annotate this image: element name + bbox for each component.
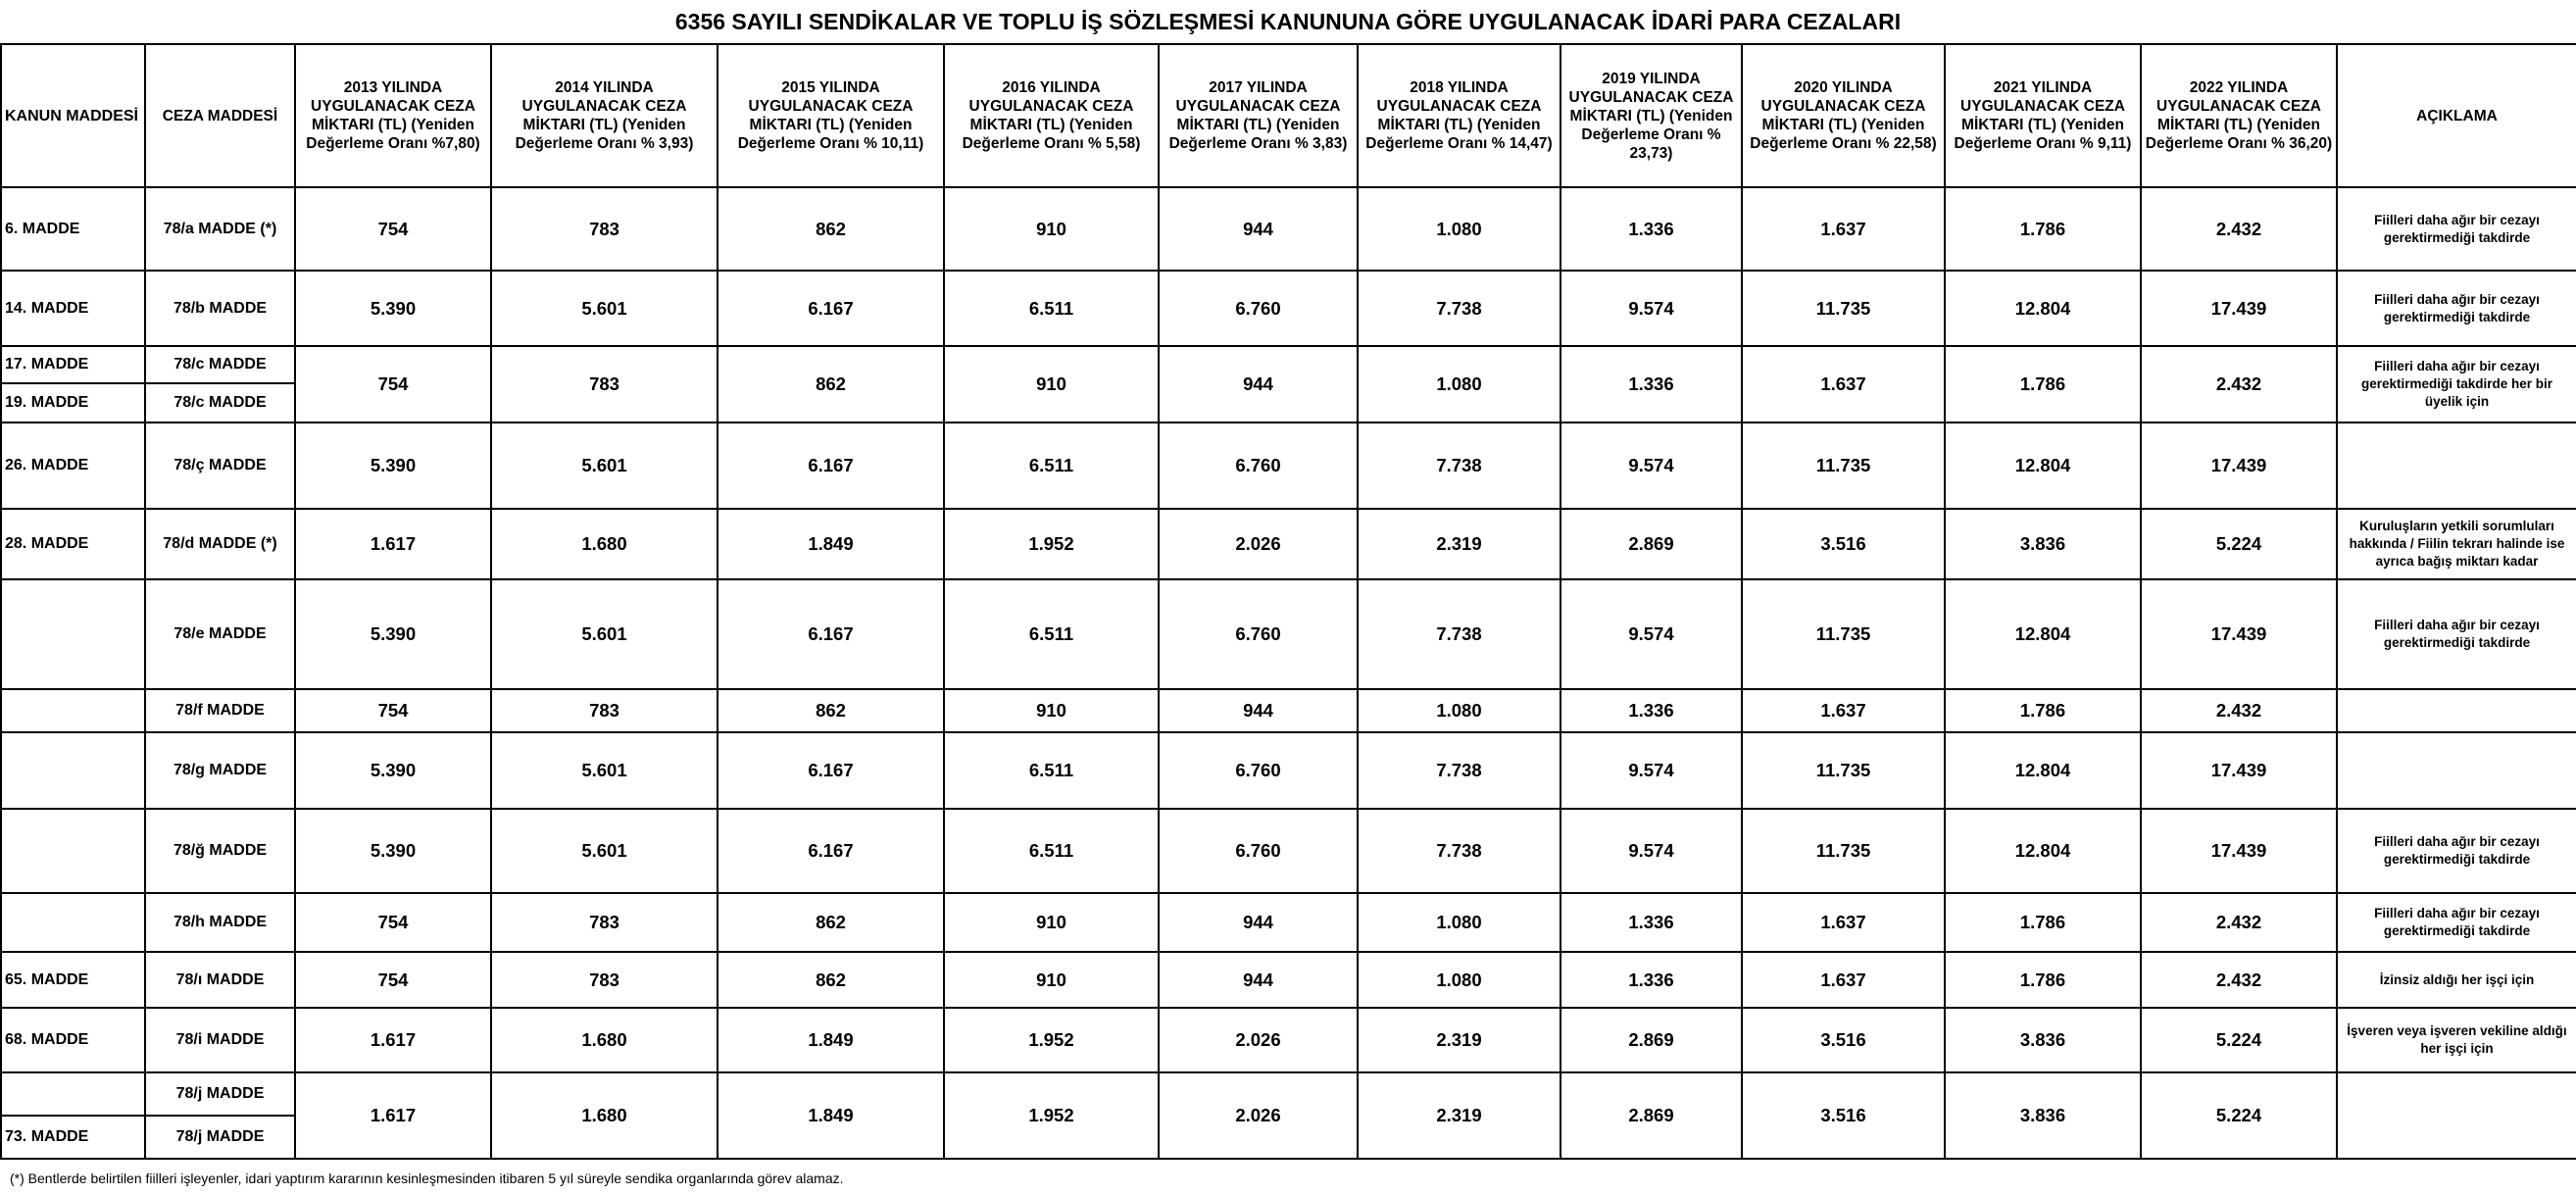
value-2016: 910 [944,952,1159,1008]
ceza-cell: 78/d MADDE (*) [145,509,295,579]
value-2022: 2.432 [2141,187,2337,271]
value-2014: 1.680 [491,1072,718,1159]
table-row [1,1072,2576,1116]
value-2019: 9.574 [1560,579,1742,689]
ceza-cell: 78/a MADDE (*) [145,187,295,271]
value-2016: 910 [944,346,1159,423]
value-2017: 6.760 [1159,423,1358,509]
aciklama-cell: Fiilleri daha ağır bir cezayı gerektirmediği takdirde [2337,579,2576,689]
value-2013: 5.390 [295,423,491,509]
kanun-cell: 73. MADDE [1,1116,145,1159]
aciklama-cell [2337,732,2576,809]
value-2014: 5.601 [491,423,718,509]
value-2019: 1.336 [1560,952,1742,1008]
value-2022: 17.439 [2141,423,2337,509]
value-2020: 3.516 [1742,1072,1945,1159]
ceza-cell: 78/e MADDE [145,579,295,689]
value-2021: 12.804 [1945,809,2141,893]
value-2020: 1.637 [1742,893,1945,952]
table-row [1,689,2576,732]
value-2015: 1.849 [718,1072,944,1159]
value-2021: 1.786 [1945,346,2141,423]
value-2020: 1.637 [1742,689,1945,732]
value-2013: 5.390 [295,271,491,346]
table-row [1,893,2576,952]
value-2015: 862 [718,346,944,423]
value-2021: 12.804 [1945,423,2141,509]
value-2019: 9.574 [1560,732,1742,809]
kanun-cell [1,809,145,893]
value-2015: 862 [718,893,944,952]
value-2015: 6.167 [718,271,944,346]
value-2016: 6.511 [944,579,1159,689]
value-2015: 862 [718,187,944,271]
header-2020: 2020 YILINDA UYGULANACAK CEZA MİKTARI (TL) (Yeniden Değerleme Oranı % 22,58) [1742,44,1945,187]
aciklama-cell: İzinsiz aldığı her işçi için [2337,952,2576,1008]
value-2015: 862 [718,952,944,1008]
header-row [1,44,2576,187]
value-2018: 1.080 [1358,952,1560,1008]
value-2017: 6.760 [1159,809,1358,893]
ceza-cell: 78/ç MADDE [145,423,295,509]
value-2013: 754 [295,952,491,1008]
aciklama-cell: İşveren veya işveren vekiline aldığı her işçi için [2337,1008,2576,1072]
kanun-cell [1,579,145,689]
table-row [1,187,2576,271]
value-2017: 944 [1159,689,1358,732]
header-2015: 2015 YILINDA UYGULANACAK CEZA MİKTARI (TL) (Yeniden Değerleme Oranı % 10,11) [718,44,944,187]
value-2013: 754 [295,346,491,423]
kanun-cell: 17. MADDE [1,346,145,383]
value-2022: 5.224 [2141,509,2337,579]
value-2017: 2.026 [1159,1008,1358,1072]
header-2017: 2017 YILINDA UYGULANACAK CEZA MİKTARI (TL) (Yeniden Değerleme Oranı % 3,83) [1159,44,1358,187]
value-2014: 783 [491,952,718,1008]
value-2018: 1.080 [1358,187,1560,271]
table-row [1,423,2576,509]
value-2021: 12.804 [1945,732,2141,809]
value-2022: 17.439 [2141,271,2337,346]
value-2018: 7.738 [1358,271,1560,346]
value-2015: 1.849 [718,1008,944,1072]
kanun-cell: 28. MADDE [1,509,145,579]
value-2018: 2.319 [1358,1008,1560,1072]
value-2016: 6.511 [944,732,1159,809]
value-2015: 6.167 [718,579,944,689]
ceza-cell: 78/j MADDE [145,1116,295,1159]
table-row [1,809,2576,893]
ceza-cell: 78/g MADDE [145,732,295,809]
value-2020: 3.516 [1742,509,1945,579]
value-2017: 944 [1159,187,1358,271]
table-row [1,952,2576,1008]
value-2015: 6.167 [718,423,944,509]
table-row [1,579,2576,689]
value-2021: 1.786 [1945,689,2141,732]
value-2014: 5.601 [491,271,718,346]
value-2013: 5.390 [295,579,491,689]
kanun-cell: 14. MADDE [1,271,145,346]
value-2022: 5.224 [2141,1072,2337,1159]
value-2022: 2.432 [2141,952,2337,1008]
value-2019: 1.336 [1560,893,1742,952]
table-row [1,271,2576,346]
value-2016: 910 [944,893,1159,952]
value-2013: 1.617 [295,509,491,579]
kanun-cell: 19. MADDE [1,383,145,423]
header-aciklama: AÇIKLAMA [2337,44,2576,187]
value-2015: 6.167 [718,732,944,809]
value-2014: 783 [491,689,718,732]
value-2019: 2.869 [1560,509,1742,579]
value-2021: 1.786 [1945,187,2141,271]
table-row [1,509,2576,579]
page-title: 6356 SAYILI SENDİKALAR VE TOPLU İŞ SÖZLEŞMESİ KANUNUNA GÖRE UYGULANACAK İDARİ PARA CEZALARI [674,9,1902,34]
value-2019: 2.869 [1560,1008,1742,1072]
value-2017: 6.760 [1159,732,1358,809]
value-2017: 944 [1159,893,1358,952]
value-2016: 6.511 [944,271,1159,346]
header-2016: 2016 YILINDA UYGULANACAK CEZA MİKTARI (TL) (Yeniden Değerleme Oranı % 5,58) [944,44,1159,187]
kanun-cell [1,893,145,952]
value-2014: 1.680 [491,509,718,579]
aciklama-cell: Fiilleri daha ağır bir cezayı gerektirmediği takdirde [2337,809,2576,893]
aciklama-cell [2337,1072,2576,1159]
value-2019: 9.574 [1560,271,1742,346]
value-2020: 1.637 [1742,187,1945,271]
ceza-cell: 78/c MADDE [145,346,295,383]
aciklama-cell [2337,423,2576,509]
value-2017: 6.760 [1159,271,1358,346]
header-kanun: KANUN MADDESİ [1,44,145,187]
ceza-cell: 78/h MADDE [145,893,295,952]
kanun-cell: 68. MADDE [1,1008,145,1072]
value-2016: 6.511 [944,423,1159,509]
value-2021: 3.836 [1945,1008,2141,1072]
value-2016: 6.511 [944,809,1159,893]
value-2016: 1.952 [944,509,1159,579]
value-2017: 944 [1159,346,1358,423]
value-2019: 9.574 [1560,423,1742,509]
value-2013: 1.617 [295,1072,491,1159]
value-2018: 2.319 [1358,509,1560,579]
value-2020: 11.735 [1742,809,1945,893]
ceza-cell: 78/f MADDE [145,689,295,732]
value-2014: 783 [491,187,718,271]
value-2017: 2.026 [1159,509,1358,579]
value-2021: 12.804 [1945,271,2141,346]
value-2014: 5.601 [491,732,718,809]
value-2022: 5.224 [2141,1008,2337,1072]
value-2018: 7.738 [1358,732,1560,809]
value-2014: 5.601 [491,809,718,893]
value-2014: 1.680 [491,1008,718,1072]
kanun-cell: 6. MADDE [1,187,145,271]
value-2019: 1.336 [1560,187,1742,271]
ceza-cell: 78/ğ MADDE [145,809,295,893]
value-2014: 783 [491,346,718,423]
value-2017: 6.760 [1159,579,1358,689]
value-2020: 3.516 [1742,1008,1945,1072]
aciklama-cell: Kuruluşların yetkili sorumluları hakkında / Fiilin tekrarı halinde ise ayrıca bağış miktarı kadar [2337,509,2576,579]
value-2013: 754 [295,893,491,952]
value-2021: 1.786 [1945,952,2141,1008]
aciklama-cell: Fiilleri daha ağır bir cezayı gerektirmediği takdirde [2337,187,2576,271]
penalty-table [0,43,2576,1160]
kanun-cell: 26. MADDE [1,423,145,509]
value-2020: 11.735 [1742,579,1945,689]
header-ceza: CEZA MADDESİ [145,44,295,187]
ceza-cell: 78/b MADDE [145,271,295,346]
ceza-cell: 78/i MADDE [145,1008,295,1072]
table-row [1,1008,2576,1072]
header-2018: 2018 YILINDA UYGULANACAK CEZA MİKTARI (TL) (Yeniden Değerleme Oranı % 14,47) [1358,44,1560,187]
ceza-cell: 78/j MADDE [145,1072,295,1116]
value-2020: 11.735 [1742,423,1945,509]
aciklama-cell: Fiilleri daha ağır bir cezayı gerektirmediği takdirde [2337,893,2576,952]
footnote: (*) Bentlerde belirtilen fiilleri işleyenler, idari yaptırım kararının kesinleşmesinden itibaren 5 yıl süreyle sendika organlarında görev alamaz. [10,1170,844,1186]
value-2021: 3.836 [1945,509,2141,579]
header-2021: 2021 YILINDA UYGULANACAK CEZA MİKTARI (TL) (Yeniden Değerleme Oranı % 9,11) [1945,44,2141,187]
value-2014: 5.601 [491,579,718,689]
value-2018: 1.080 [1358,346,1560,423]
value-2021: 1.786 [1945,893,2141,952]
value-2022: 17.439 [2141,732,2337,809]
kanun-cell [1,732,145,809]
ceza-cell: 78/ı MADDE [145,952,295,1008]
value-2022: 2.432 [2141,893,2337,952]
value-2020: 1.637 [1742,346,1945,423]
value-2019: 1.336 [1560,346,1742,423]
value-2013: 754 [295,689,491,732]
value-2021: 3.836 [1945,1072,2141,1159]
value-2017: 2.026 [1159,1072,1358,1159]
value-2019: 2.869 [1560,1072,1742,1159]
value-2018: 7.738 [1358,579,1560,689]
value-2018: 1.080 [1358,893,1560,952]
kanun-cell: 65. MADDE [1,952,145,1008]
value-2021: 12.804 [1945,579,2141,689]
value-2020: 11.735 [1742,271,1945,346]
table-row [1,346,2576,383]
value-2019: 1.336 [1560,689,1742,732]
value-2022: 17.439 [2141,809,2337,893]
aciklama-cell: Fiilleri daha ağır bir cezayı gerektirmediği takdirde her bir üyelik için [2337,346,2576,423]
value-2013: 5.390 [295,809,491,893]
value-2018: 7.738 [1358,423,1560,509]
value-2018: 2.319 [1358,1072,1560,1159]
value-2018: 7.738 [1358,809,1560,893]
value-2018: 1.080 [1358,689,1560,732]
value-2013: 5.390 [295,732,491,809]
aciklama-cell [2337,689,2576,732]
aciklama-cell: Fiilleri daha ağır bir cezayı gerektirmediği takdirde [2337,271,2576,346]
value-2013: 754 [295,187,491,271]
value-2016: 1.952 [944,1072,1159,1159]
value-2022: 17.439 [2141,579,2337,689]
value-2020: 1.637 [1742,952,1945,1008]
kanun-cell [1,1072,145,1116]
ceza-cell: 78/c MADDE [145,383,295,423]
value-2022: 2.432 [2141,689,2337,732]
value-2017: 944 [1159,952,1358,1008]
value-2016: 1.952 [944,1008,1159,1072]
header-2019: 2019 YILINDA UYGULANACAK CEZA MİKTARI (TL) (Yeniden Değerleme Oranı % 23,73) [1560,44,1742,187]
value-2022: 2.432 [2141,346,2337,423]
value-2015: 6.167 [718,809,944,893]
value-2020: 11.735 [1742,732,1945,809]
table-row [1,732,2576,809]
kanun-cell [1,689,145,732]
value-2015: 1.849 [718,509,944,579]
value-2016: 910 [944,689,1159,732]
value-2016: 910 [944,187,1159,271]
value-2014: 783 [491,893,718,952]
header-2022: 2022 YILINDA UYGULANACAK CEZA MİKTARI (TL) (Yeniden Değerleme Oranı % 36,20) [2141,44,2337,187]
value-2019: 9.574 [1560,809,1742,893]
header-2013: 2013 YILINDA UYGULANACAK CEZA MİKTARI (TL) (Yeniden Değerleme Oranı %7,80) [295,44,491,187]
value-2015: 862 [718,689,944,732]
header-2014: 2014 YILINDA UYGULANACAK CEZA MİKTARI (TL) (Yeniden Değerleme Oranı % 3,93) [491,44,718,187]
value-2013: 1.617 [295,1008,491,1072]
